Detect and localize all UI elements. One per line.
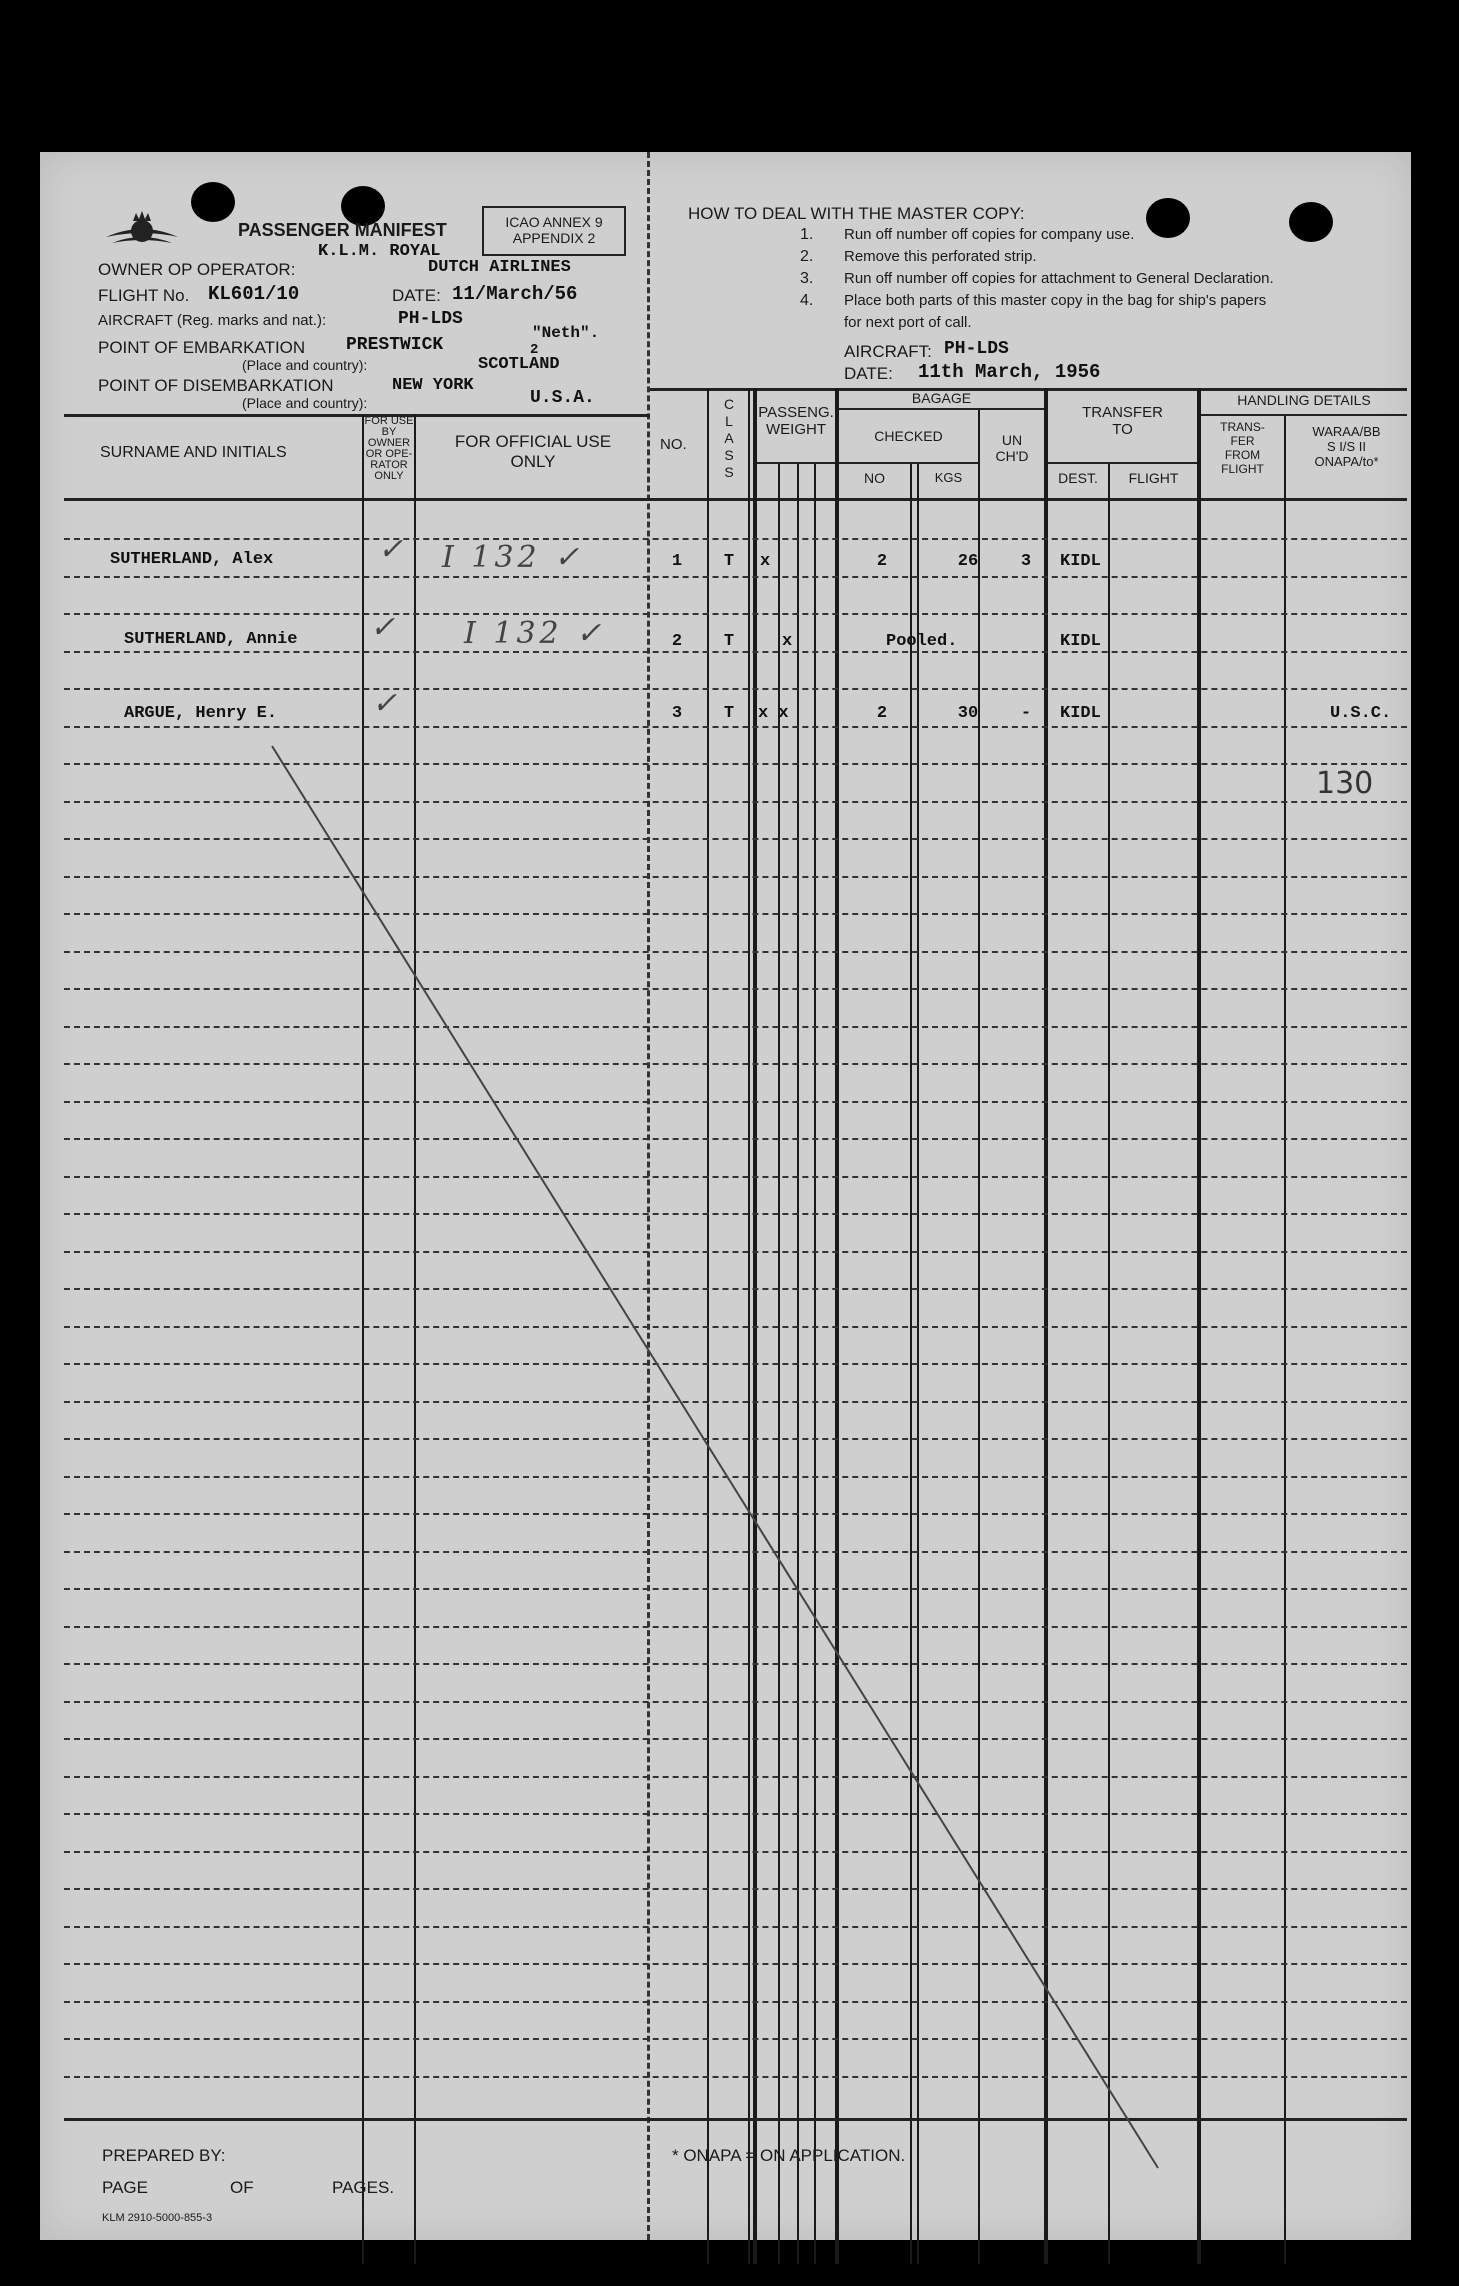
col-header-no: NO.: [660, 436, 687, 453]
header-line: S I/S II: [1326, 439, 1366, 454]
owner-check-mark: ✓: [378, 532, 404, 567]
onapa-note: * ONAPA = ON APPLICATION.: [672, 2146, 906, 2165]
header-line: CH'D: [995, 448, 1029, 464]
annex-line: ICAO ANNEX 9: [505, 214, 603, 230]
passenger-name: SUTHERLAND, Annie: [124, 630, 298, 649]
official-handwriting: I 132 ✓: [442, 540, 584, 575]
header-line: C: [723, 396, 735, 412]
header-line: FER: [1230, 434, 1255, 448]
owner-value-line2: DUTCH AIRLINES: [428, 258, 571, 277]
passenger-no: 3: [671, 704, 683, 723]
disembarkation-label: POINT OF DISEMBARKATION: [98, 376, 334, 395]
header-line: BY: [381, 426, 397, 438]
header-line: RATOR: [370, 459, 408, 471]
header-line: S: [724, 447, 734, 463]
passenger-class: T: [723, 704, 735, 723]
header-line: OWNER: [367, 437, 411, 449]
flight-label: FLIGHT No.: [98, 286, 190, 305]
passenger-weight: x x: [758, 704, 789, 723]
col-header-dest: DEST.: [1058, 470, 1098, 486]
passenger-no: 2: [671, 632, 683, 651]
instruction-number: 2.: [800, 248, 814, 265]
bag-count: Pooled.: [886, 632, 958, 651]
form-number: KLM 2910-5000-855-3: [102, 2212, 213, 2224]
page-label: PAGE: [102, 2178, 148, 2197]
header-line: TRANSFER: [1082, 404, 1163, 421]
instruction-text: Remove this perforated strip.: [844, 248, 1037, 265]
handwritten-total: 130: [1316, 766, 1374, 801]
passenger-name: ARGUE, Henry E.: [124, 704, 278, 723]
header-line: WARAA/BB: [1312, 424, 1381, 439]
instruction-number: 3.: [800, 270, 814, 287]
bag-kgs: 26: [957, 552, 979, 571]
col-header-surname: SURNAME AND INITIALS: [100, 444, 287, 461]
embarkation-value: PRESTWICK: [346, 335, 444, 355]
passenger-class: T: [723, 552, 735, 571]
transfer-dest: KIDL: [1060, 552, 1101, 571]
header-line: ONLY: [510, 452, 556, 471]
col-header-baggage: BAGAGE: [911, 390, 972, 406]
aircraft-label: AIRCRAFT (Reg. marks and nat.):: [98, 312, 327, 329]
bag-unchecked: 3: [1020, 552, 1032, 571]
instruction-number: 4.: [800, 292, 814, 309]
instruction-number: 1.: [800, 226, 814, 243]
header-line: FOR OFFICIAL USE: [454, 432, 612, 451]
embarkation-country: SCOTLAND: [478, 355, 560, 374]
handling-details: U.S.C.: [1330, 704, 1392, 723]
pages-label: PAGES.: [332, 2178, 395, 2197]
owner-check-mark: ✓: [370, 610, 396, 645]
instruction-text: Run off number off copies for company use.: [844, 226, 1135, 243]
header-line: UN: [1001, 432, 1023, 448]
header-line: A: [724, 430, 734, 446]
manifest-sheet: [40, 152, 1411, 2240]
transfer-dest: KIDL: [1060, 704, 1101, 723]
of-label: OF: [230, 2178, 254, 2197]
official-handwriting: I 132 ✓: [464, 616, 606, 651]
bag-count: 2: [876, 704, 888, 723]
owner-check-mark: ✓: [372, 686, 398, 721]
owner-label: OWNER OP OPERATOR:: [98, 260, 296, 279]
header-line: ONAPA/to*: [1314, 454, 1379, 469]
instructions-aircraft-value: PH-LDS: [944, 339, 1009, 359]
col-header-flight: FLIGHT: [1128, 470, 1179, 486]
disembarkation-country: U.S.A.: [530, 388, 595, 408]
owner-value-line1: K.L.M. ROYAL: [318, 242, 441, 261]
prepared-by-label: PREPARED BY:: [102, 2146, 226, 2165]
header-line: TRANS-: [1220, 420, 1265, 434]
flight-value: KL601/10: [208, 283, 300, 305]
embarkation-extra: 2: [530, 342, 539, 358]
header-line: FOR USE: [364, 415, 414, 427]
embarkation-label: POINT OF EMBARKATION: [98, 338, 306, 357]
header-line: FROM: [1224, 448, 1261, 462]
passenger-weight: x: [760, 552, 771, 571]
header-line: TO: [1112, 421, 1133, 438]
col-header-checked: CHECKED: [874, 428, 943, 444]
passenger-name: SUTHERLAND, Alex: [110, 550, 274, 569]
instruction-text: Run off number off copies for attachment to General Declaration.: [844, 270, 1274, 287]
bag-kgs: 30: [957, 704, 979, 723]
date-value: 11/March/56: [452, 283, 578, 305]
date-label: DATE:: [392, 286, 441, 305]
header-line: PASSENG.: [758, 404, 834, 421]
disembarkation-value: NEW YORK: [392, 376, 474, 395]
disembarkation-sub: (Place and country):: [242, 395, 368, 411]
bag-count: 2: [876, 552, 888, 571]
instructions-aircraft-label: AIRCRAFT:: [844, 342, 932, 361]
header-line: L: [725, 413, 733, 429]
embarkation-sub: (Place and country):: [242, 357, 368, 373]
manifest-title: PASSENGER MANIFEST: [238, 220, 447, 240]
passenger-class: T: [723, 632, 735, 651]
instructions-date-value: 11th March, 1956: [918, 361, 1101, 383]
header-line: WEIGHT: [766, 421, 826, 438]
passenger-no: 1: [671, 552, 683, 571]
transfer-dest: KIDL: [1060, 632, 1101, 651]
header-line: OR OPE-: [365, 448, 413, 460]
diagonal-cancel-line: [40, 152, 1411, 2240]
header-line: FLIGHT: [1221, 462, 1264, 476]
passenger-weight: x: [782, 632, 793, 651]
annex-line: APPENDIX 2: [512, 230, 596, 246]
aircraft-nationality: "Neth".: [532, 324, 600, 342]
instructions-date-label: DATE:: [844, 364, 893, 383]
col-header-handling: HANDLING DETAILS: [1237, 392, 1371, 408]
col-header-bag-no: NO: [864, 470, 885, 486]
instruction-text: for next port of call.: [844, 314, 972, 331]
header-line: ONLY: [374, 470, 404, 482]
col-header-bag-kgs: KGS: [934, 470, 963, 485]
aircraft-value: PH-LDS: [398, 309, 463, 329]
header-line: S: [724, 464, 734, 480]
instruction-text: Place both parts of this master copy in the bag for ship's papers: [844, 292, 1267, 309]
instructions-title: HOW TO DEAL WITH THE MASTER COPY:: [688, 204, 1025, 223]
bag-unchecked: -: [1020, 704, 1032, 723]
